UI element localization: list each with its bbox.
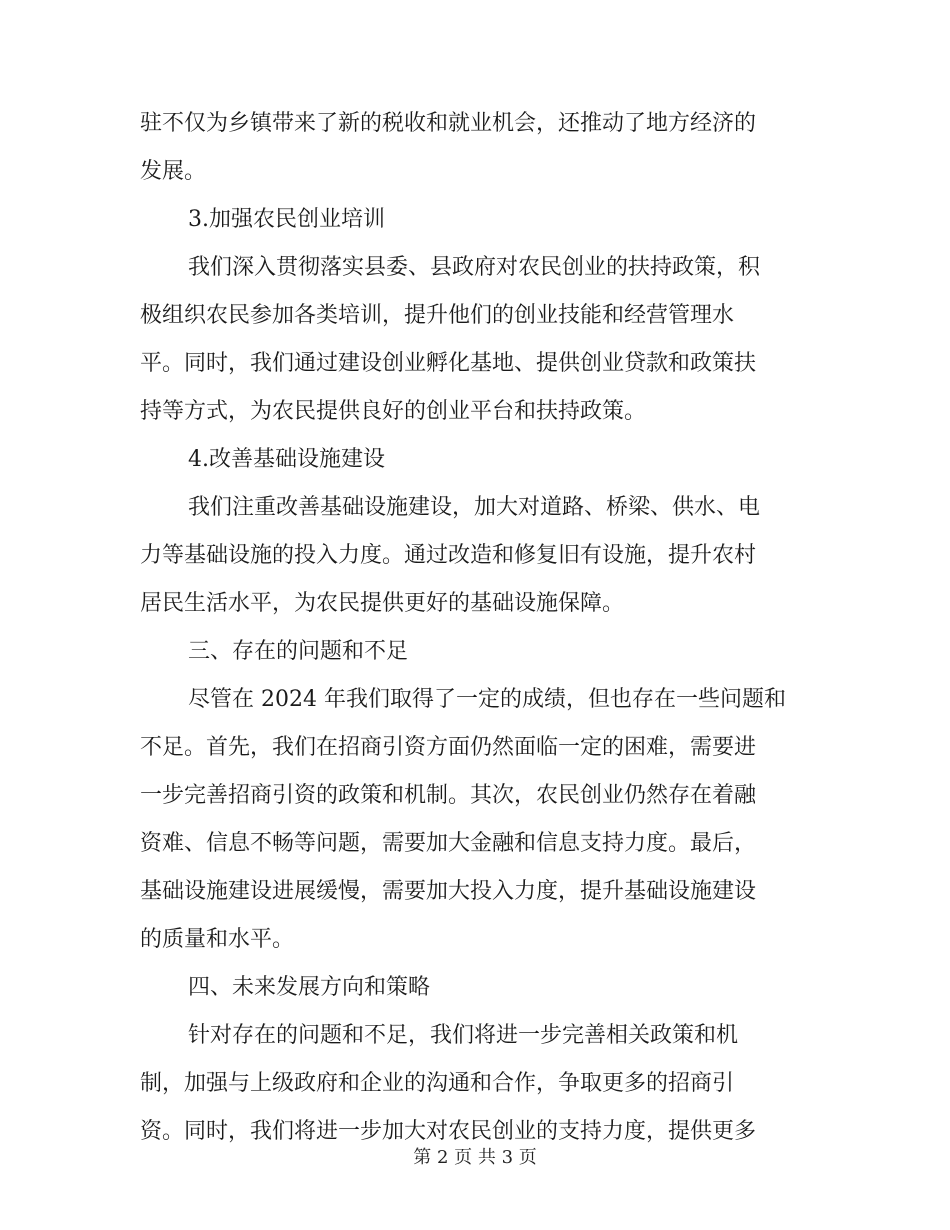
text-line: 力等基础设施的投入力度。通过改造和修复旧有设施，提升农村 — [140, 543, 757, 568]
text-line: 制，加强与上级政府和企业的沟通和合作，争取更多的招商引 — [140, 1071, 735, 1096]
text-line: 平。同时，我们通过建设创业孵化基地、提供创业贷款和政策扶 — [140, 351, 757, 376]
paragraph-future — [140, 1012, 805, 1156]
paragraph-infrastructure — [140, 484, 805, 628]
text-line: 资。同时，我们将进一步加大对农民创业的支持力度，提供更多 — [140, 1119, 757, 1144]
text-line: 的质量和水平。 — [140, 927, 295, 952]
paragraph-continuation — [140, 100, 805, 196]
text-line: 资难、信息不畅等问题，需要加大金融和信息支持力度。最后， — [140, 831, 757, 856]
page-footer — [0, 1146, 950, 1170]
text-line: 基础设施建设进展缓慢，需要加大投入力度，提升基础设施建设 — [140, 879, 757, 904]
text-line: 驻不仅为乡镇带来了新的税收和就业机会，还推动了地方经济的 — [140, 111, 757, 136]
paragraph-entrepreneurship — [140, 244, 805, 436]
text-line: 3.加强农民创业培训 — [188, 207, 385, 232]
heading-3 — [140, 196, 805, 244]
text-line: 不足。首先，我们在招商引资方面仍然面临一定的困难，需要进 — [140, 735, 757, 760]
text-line: 三、存在的问题和不足 — [188, 639, 409, 664]
text-line: 四、未来发展方向和策略 — [188, 975, 431, 1000]
text-line: 我们注重改善基础设施建设，加大对道路、桥梁、供水、电 — [188, 495, 761, 520]
paragraph-problems — [140, 676, 805, 964]
page-number: 第 2 页 共 3 页 — [413, 1147, 537, 1168]
text-line: 尽管在 2024 年我们取得了一定的成绩，但也存在一些问题和 — [188, 687, 786, 712]
text-line: 一步完善招商引资的政策和机制。其次，农民创业仍然存在着融 — [140, 783, 757, 808]
heading-4 — [140, 436, 805, 484]
document-body — [140, 100, 805, 1156]
text-line: 持等方式，为农民提供良好的创业平台和扶持政策。 — [140, 399, 647, 424]
text-line: 针对存在的问题和不足，我们将进一步完善相关政策和机 — [188, 1023, 739, 1048]
text-line: 发展。 — [140, 159, 207, 184]
text-line: 我们深入贯彻落实县委、县政府对农民创业的扶持政策，积 — [188, 255, 761, 280]
text-line: 居民生活水平，为农民提供更好的基础设施保障。 — [140, 591, 625, 616]
text-line: 4.改善基础设施建设 — [188, 447, 385, 472]
section-heading-problems — [140, 628, 805, 676]
section-heading-future — [140, 964, 805, 1012]
text-line: 极组织农民参加各类培训，提升他们的创业技能和经营管理水 — [140, 303, 735, 328]
